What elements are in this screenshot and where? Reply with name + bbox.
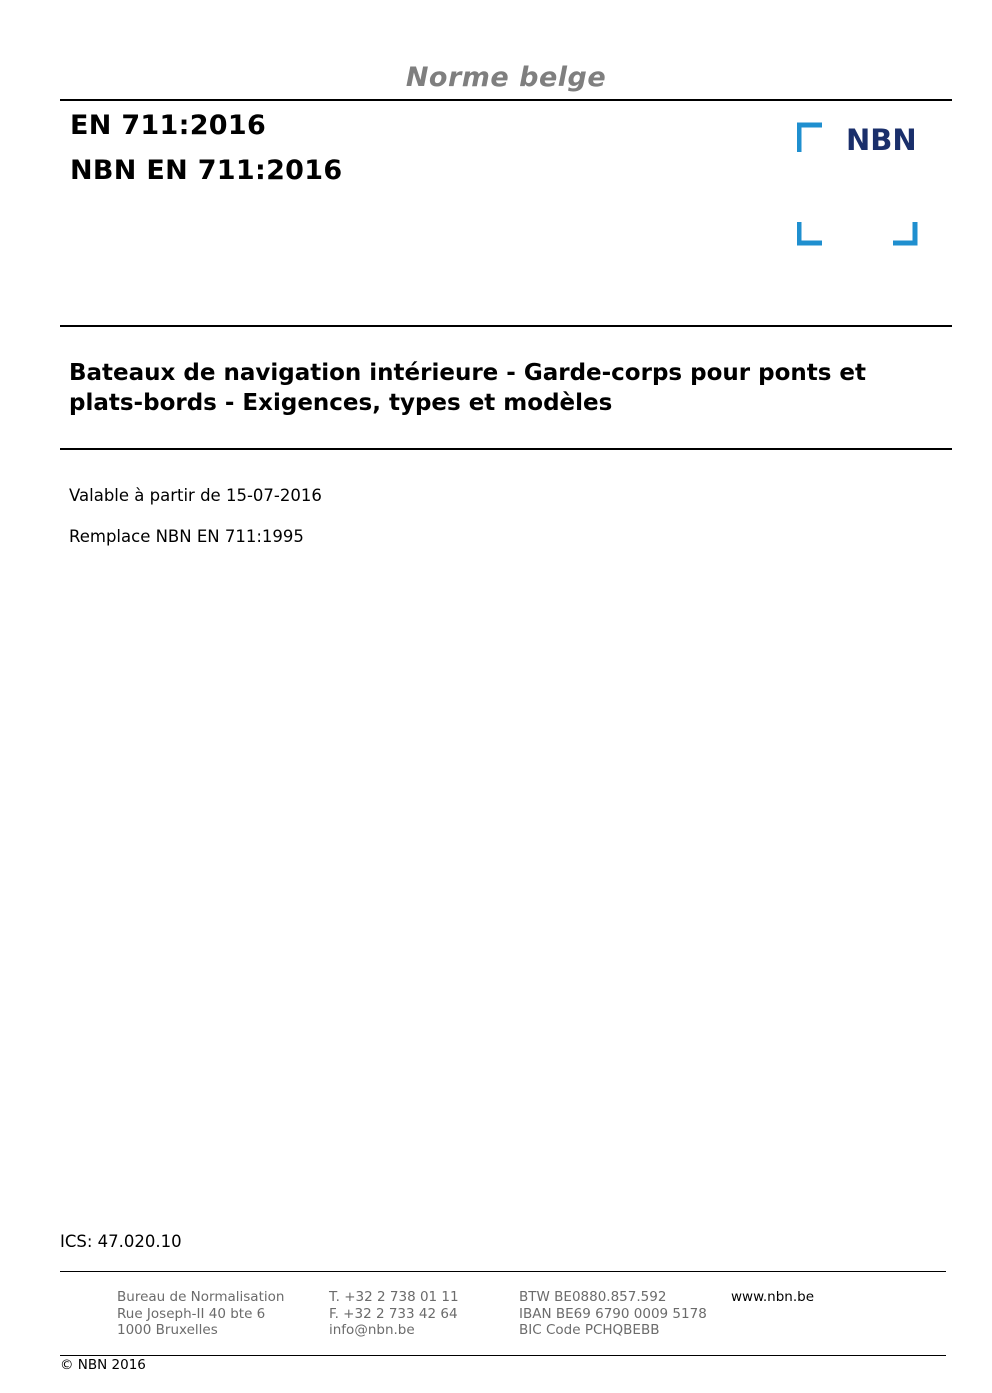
address-line: Rue Joseph-II 40 bte 6 [117,1305,266,1322]
standard-number-nbn: NBN EN 711:2016 [70,155,343,186]
fax: F. +32 2 733 42 64 [329,1305,458,1322]
footer-address [117,1289,284,1339]
logo-corner-bottom-left [799,222,822,243]
standard-number-en: EN 711:2016 [70,110,267,141]
norme-belge-label: Norme belge [405,62,607,93]
footer-top-rule [60,1271,946,1272]
footer-bottom-rule [60,1355,946,1356]
logo-corner-bottom-right [893,222,915,243]
title-line-2: plats-bords - Exigences, types et modèles [69,390,613,416]
document-title [69,358,929,418]
iban: IBAN BE69 6790 0009 5178 [519,1305,707,1322]
logo-text: NBN [846,123,917,157]
title-line-1: Bateaux de navigation intérieure - Garde-corps pour ponts et [69,360,867,386]
footer-contact [329,1289,459,1339]
nbn-logo [797,122,921,250]
phone: T. +32 2 738 01 11 [329,1289,459,1305]
vat-number: BTW BE0880.857.592 [519,1289,667,1305]
website-link[interactable]: www.nbn.be [731,1289,815,1305]
bic: BIC Code PCHQBEBB [519,1322,660,1338]
logo-corner-top-left [799,125,822,152]
address-line: 1000 Bruxelles [117,1322,218,1338]
valid-from: Valable à partir de 15-07-2016 [69,486,322,505]
nbn-logo-mark [797,122,921,250]
copyright: © NBN 2016 [60,1357,146,1373]
address-line: Bureau de Normalisation [117,1289,285,1305]
footer-bank [519,1289,707,1339]
header-bottom-rule [60,325,952,327]
title-bottom-rule [60,448,952,450]
top-rule [60,99,952,101]
ics-code: ICS: 47.020.10 [60,1232,182,1251]
replaces: Remplace NBN EN 711:1995 [69,527,304,546]
email-link[interactable]: info@nbn.be [329,1322,415,1338]
